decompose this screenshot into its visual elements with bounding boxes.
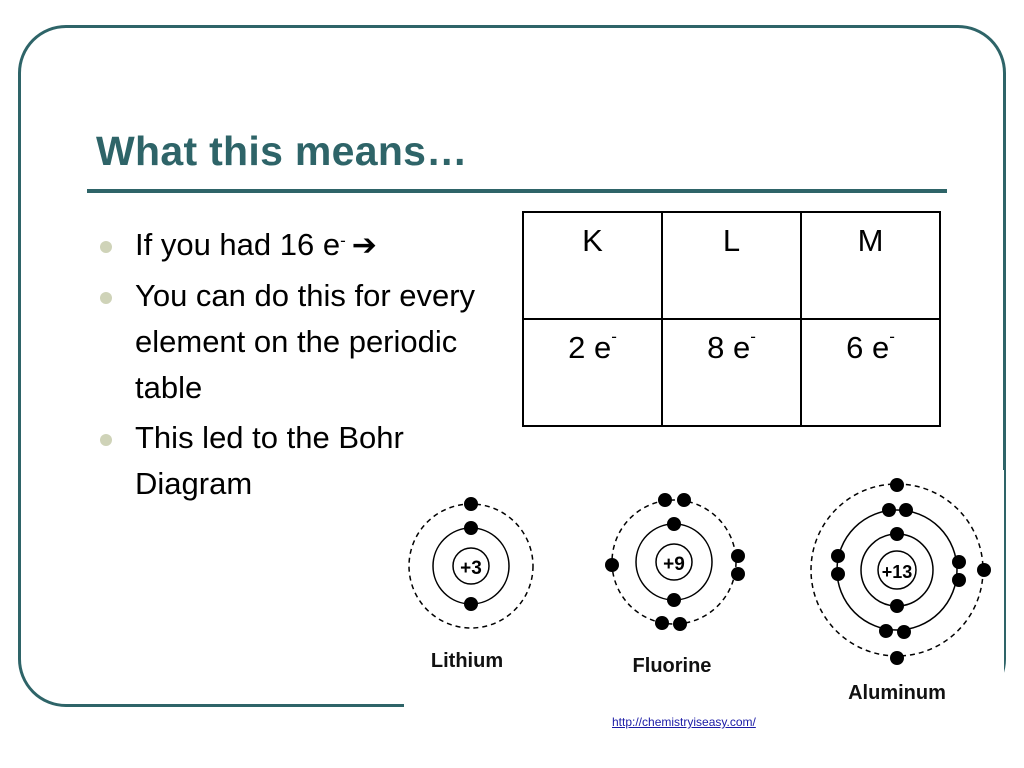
electron (667, 593, 681, 607)
bullet-list (100, 222, 520, 511)
electron (890, 478, 904, 492)
bullet-text: If you had 16 e (135, 227, 341, 262)
electron (882, 503, 896, 517)
bullet-text: You can do this for every element on the periodic table (135, 278, 476, 405)
bullet-item (100, 273, 520, 411)
electron-shell-table (522, 211, 941, 427)
electron (879, 624, 893, 638)
electron (899, 503, 913, 517)
shell-header-cell: L (662, 212, 801, 319)
shell-value-superscript: - (889, 327, 895, 346)
shell-value-cell (801, 319, 940, 426)
atom-label: Lithium (430, 650, 504, 672)
electron (977, 563, 991, 577)
bullet-item (100, 222, 520, 269)
shell-value-cell (523, 319, 662, 426)
lithium-diagram (409, 497, 533, 672)
electron (890, 527, 904, 541)
atom-label: Aluminum (848, 682, 946, 704)
electron (890, 599, 904, 613)
slide-title: What this means… (96, 128, 468, 174)
bohr-diagrams (404, 470, 1004, 710)
fluorine-diagram (605, 493, 745, 677)
nucleus-charge: +13 (881, 562, 913, 582)
shell-value-superscript: - (611, 327, 617, 346)
nucleus-charge: +3 (460, 558, 482, 579)
electron (605, 558, 619, 572)
electron (655, 616, 669, 630)
electron (464, 497, 478, 511)
bullet-superscript: - (340, 231, 346, 250)
arrow-icon: ➔ (351, 229, 377, 262)
electron (831, 567, 845, 581)
nucleus-charge: +9 (663, 554, 685, 575)
electron (890, 651, 904, 665)
electron (897, 625, 911, 639)
table-row (523, 319, 940, 426)
electron (731, 567, 745, 581)
bohr-diagram-area (404, 470, 1004, 710)
electron (731, 549, 745, 563)
shell-value: 8 e (707, 330, 751, 365)
source-link[interactable]: http://chemistryiseasy.com/ (612, 715, 756, 729)
electron (673, 617, 687, 631)
bullet-text: This led to the Bohr Diagram (135, 420, 404, 501)
aluminum-diagram (811, 478, 991, 704)
electron (464, 597, 478, 611)
shell-value: 6 e (846, 330, 890, 365)
shell-value-cell (662, 319, 801, 426)
electron (658, 493, 672, 507)
shell-header-cell: M (801, 212, 940, 319)
electron (952, 555, 966, 569)
electron (952, 573, 966, 587)
atom-label: Fluorine (632, 655, 712, 677)
electron (831, 549, 845, 563)
shell-header-cell: K (523, 212, 662, 319)
table-header-row (523, 212, 940, 319)
electron (464, 521, 478, 535)
shell-value-superscript: - (750, 327, 756, 346)
electron (677, 493, 691, 507)
title-divider (87, 189, 947, 193)
shell-value: 2 e (568, 330, 612, 365)
electron (667, 517, 681, 531)
